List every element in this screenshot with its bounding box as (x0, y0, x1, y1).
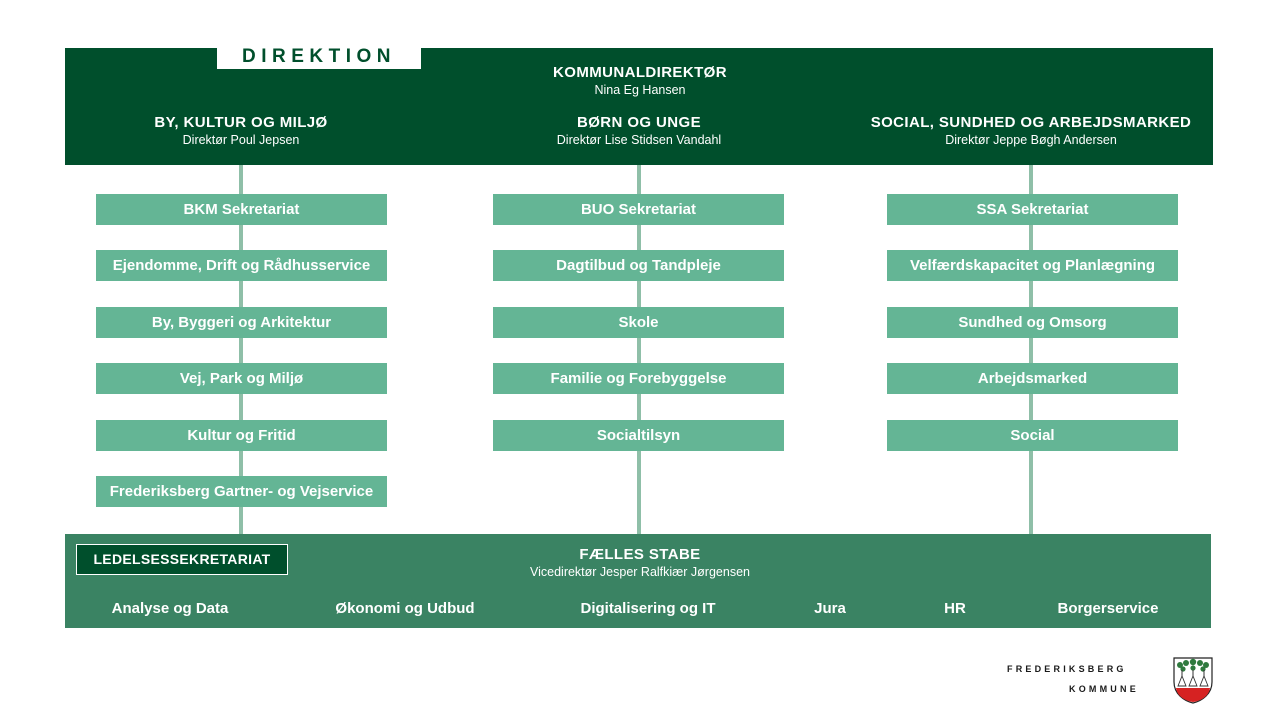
director-name-bkm: Direktør Poul Jepsen (182, 133, 300, 147)
staff-jura[interactable]: Jura (814, 600, 846, 617)
director-name-buo: Direktør Lise Stidsen Vandahl (556, 133, 722, 147)
unit-vej-park[interactable]: Vej, Park og Miljø (96, 363, 387, 394)
logo-text-line1: FREDERIKSBERG (1007, 664, 1127, 674)
unit-skole[interactable]: Skole (493, 307, 784, 338)
staff-digitalisering-it[interactable]: Digitalisering og IT (580, 600, 716, 617)
staff-borgerservice[interactable]: Borgerservice (1057, 600, 1159, 617)
unit-kultur-fritid[interactable]: Kultur og Fritid (96, 420, 387, 451)
unit-arbejdsmarked[interactable]: Arbejdsmarked (887, 363, 1178, 394)
unit-velfaerdskapacitet[interactable]: Velfærdskapacitet og Planlægning (887, 250, 1178, 281)
faelles-stabe-subtitle: Vicedirektør Jesper Ralfkiær Jørgensen (530, 565, 750, 579)
unit-ejendomme[interactable]: Ejendomme, Drift og Rådhusservice (96, 250, 387, 281)
faelles-stabe-header (440, 546, 840, 579)
unit-gartner-vejservice[interactable]: Frederiksberg Gartner- og Vejservice (96, 476, 387, 507)
unit-by-byggeri[interactable]: By, Byggeri og Arkitektur (96, 307, 387, 338)
direktion-label: DIREKTION (217, 44, 421, 69)
unit-social[interactable]: Social (887, 420, 1178, 451)
unit-sundhed-omsorg[interactable]: Sundhed og Omsorg (887, 307, 1178, 338)
staff-analyse-data[interactable]: Analyse og Data (111, 600, 229, 617)
director-block-ssa (851, 114, 1211, 147)
director-block-buo (489, 114, 789, 147)
director-title-buo: BØRN OG UNGE (577, 114, 701, 131)
faelles-stabe-title: FÆLLES STABE (579, 546, 701, 563)
unit-buo-sekretariat[interactable]: BUO Sekretariat (493, 194, 784, 225)
unit-dagtilbud[interactable]: Dagtilbud og Tandpleje (493, 250, 784, 281)
staff-hr[interactable]: HR (944, 600, 966, 617)
kommunaldirektor-block (440, 64, 840, 97)
director-block-bkm (91, 114, 391, 147)
director-name-ssa: Direktør Jeppe Bøgh Andersen (945, 133, 1117, 147)
director-title-ssa: SOCIAL, SUNDHED OG ARBEJDSMARKED (870, 114, 1192, 131)
staff-okonomi-udbud[interactable]: Økonomi og Udbud (335, 600, 475, 617)
logo-text-line2: KOMMUNE (1069, 684, 1139, 694)
kommunaldirektor-title: KOMMUNALDIREKTØR (553, 64, 727, 81)
kommunaldirektor-name: Nina Eg Hansen (594, 83, 686, 97)
unit-familie[interactable]: Familie og Forebyggelse (493, 363, 784, 394)
unit-ssa-sekretariat[interactable]: SSA Sekretariat (887, 194, 1178, 225)
director-title-bkm: BY, KULTUR OG MILJØ (154, 114, 328, 131)
ledelsessekretariat-box[interactable]: LEDELSESSEKRETARIAT (76, 544, 288, 575)
coat-of-arms-icon (1172, 656, 1214, 704)
unit-socialtilsyn[interactable]: Socialtilsyn (493, 420, 784, 451)
unit-bkm-sekretariat[interactable]: BKM Sekretariat (96, 194, 387, 225)
